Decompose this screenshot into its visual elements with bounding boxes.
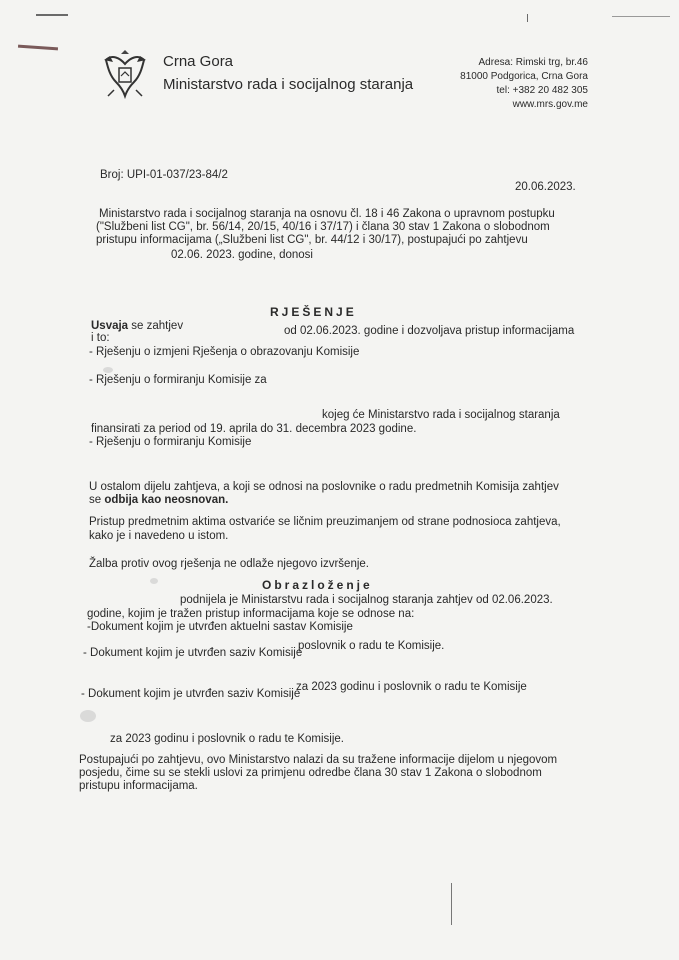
reasoning-line-1: podnijela je Ministarstvu rada i socijalnog staranja zahtjev od 02.06.2023. bbox=[180, 594, 553, 606]
rest-line-b bbox=[89, 494, 228, 507]
reasoning-heading: Obrazloženje bbox=[262, 578, 373, 592]
final-paragraph bbox=[79, 754, 559, 793]
access-line-b: kako je i navedeno u istom. bbox=[89, 530, 229, 542]
decision-line-2: i to: bbox=[91, 332, 110, 344]
document-date: 20.06.2023. bbox=[515, 181, 576, 193]
smudge bbox=[80, 710, 96, 722]
decision-item-1: - Rješenju o izmjeni Rješenja o obrazovanju Komisije bbox=[89, 346, 360, 358]
address-line: 81000 Podgorica, Crna Gora bbox=[460, 71, 588, 82]
reasoning-line-4: poslovnik o radu te Komisije. bbox=[298, 640, 445, 652]
smudge bbox=[103, 367, 113, 373]
address-block bbox=[460, 56, 588, 112]
smudge bbox=[150, 578, 158, 584]
usvaja-label: Usvaja bbox=[91, 320, 129, 332]
decision-line-1b: od 02.06.2023. godine i dozvoljava pristup informacijama bbox=[284, 325, 575, 337]
scan-mark bbox=[18, 45, 58, 51]
coat-of-arms-icon bbox=[100, 46, 150, 102]
rest-line-b-bold: odbija kao neosnovan. bbox=[104, 494, 229, 506]
intro-paragraph bbox=[96, 208, 579, 262]
final-line: Postupajući po zahtjevu, ovo Ministarstvo nalazi da su tražene informacije dijelom u njegovom bbox=[79, 754, 558, 766]
ministry-name: Ministarstvo rada i socijalnog staranja bbox=[163, 76, 414, 93]
address-line: www.mrs.gov.me bbox=[512, 99, 588, 110]
intro-line: pristupu informacijama („Službeni list CG", br. 44/12 i 30/17), postupajući po zahtjevu bbox=[96, 234, 528, 246]
intro-line: 02.06. 2023. godine, donosi bbox=[171, 249, 313, 261]
address-line: tel: +382 20 482 305 bbox=[496, 85, 588, 96]
scan-mark bbox=[527, 14, 528, 22]
final-line: posjedu, čime su se stekli uslovi za primjenu odredbe člana 30 stav 1 Zakona o slobodnom bbox=[79, 767, 542, 779]
decision-item-3: - Rješenju o formiranju Komisije bbox=[89, 436, 252, 448]
access-line-a: Pristup predmetnim aktima ostvariće se ličnim preuzimanjem od strane podnosioca zahtjeva, bbox=[89, 516, 561, 528]
country-name: Crna Gora bbox=[163, 53, 234, 70]
reasoning-line-6b: za 2023 godinu i poslovnik o radu te Komisije bbox=[296, 681, 527, 693]
decision-heading: RJEŠENJE bbox=[270, 305, 357, 319]
reasoning-line-5: - Dokument kojim je utvrđen saziv Komisije bbox=[83, 647, 303, 659]
decision-item-2-cont-a: kojeg će Ministarstvo rada i socijalnog staranja bbox=[322, 409, 560, 421]
decision-line-1a: se zahtjev bbox=[131, 320, 184, 332]
decision-item-2: - Rješenju o formiranju Komisije za bbox=[89, 374, 267, 386]
rest-line-a: U ostalom dijelu zahtjeva, a koji se odnosi na poslovnike o radu predmetnih Komisija zahtjev bbox=[89, 481, 559, 493]
reasoning-line-6a: - Dokument kojim je utvrđen saziv Komisije bbox=[81, 688, 301, 700]
scan-mark bbox=[612, 16, 670, 17]
decision-item-2-cont-b: finansirati za period od 19. aprila do 31. decembra 2023 godine. bbox=[91, 423, 417, 435]
case-number: Broj: UPI-01-037/23-84/2 bbox=[100, 169, 228, 181]
scan-mark bbox=[451, 883, 452, 925]
address-line: Adresa: Rimski trg, br.46 bbox=[478, 57, 588, 68]
scan-mark bbox=[36, 14, 68, 16]
reasoning-line-7: za 2023 godinu i poslovnik o radu te Komisije. bbox=[110, 733, 344, 745]
appeal-line: Žalba protiv ovog rješenja ne odlaže njegovo izvršenje. bbox=[89, 558, 369, 570]
reasoning-line-3: -Dokument kojim je utvrđen aktuelni sastav Komisije bbox=[87, 621, 353, 633]
reasoning-line-2: godine, kojim je tražen pristup informacijama koje se odnose na: bbox=[87, 608, 415, 620]
intro-line: Ministarstvo rada i socijalnog staranja na osnovu čl. 18 i 46 Zakona o upravnom postupku bbox=[99, 208, 555, 220]
final-line: pristupu informacijama. bbox=[79, 780, 198, 792]
intro-line: ("Službeni list CG", br. 56/14, 20/15, 40/16 i 37/17) i člana 30 stav 1 Zakona o slobodnom bbox=[96, 221, 550, 233]
rest-line-b-pre: se bbox=[89, 494, 105, 506]
